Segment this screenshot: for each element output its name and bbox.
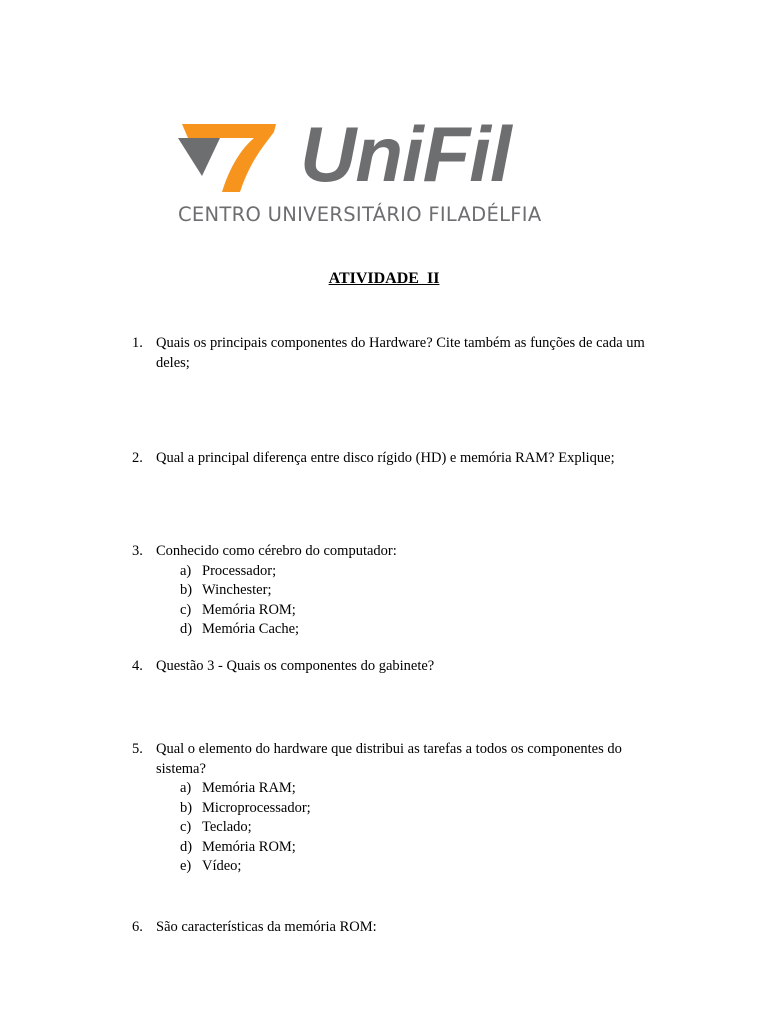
option-letter: a): [180, 562, 192, 579]
option-text: Winchester;: [202, 582, 272, 598]
question-number: 1.: [132, 335, 143, 351]
option-text: Memória RAM;: [202, 780, 296, 796]
option-text: Processador;: [202, 562, 277, 579]
option-e: [132, 857, 662, 877]
question-number: 2.: [132, 450, 143, 466]
options-list: [132, 562, 662, 640]
question-number: 4.: [132, 658, 143, 674]
question-text: Qual a principal diferença entre disco rígido (HD) e memória RAM? Explique;: [156, 450, 615, 466]
question-number: 3.: [132, 543, 143, 559]
question-5: [132, 740, 662, 877]
option-b: [132, 799, 662, 819]
option-d: [132, 838, 662, 858]
question-text: Qual o elemento do hardware que distribui as tarefas a todos os componentes do sistema?: [156, 741, 622, 777]
question-number: 5.: [132, 741, 143, 757]
option-text: Microprocessador;: [202, 799, 311, 816]
option-d: [132, 620, 662, 640]
option-a: [132, 562, 662, 582]
question-text: São características da memória ROM:: [156, 919, 377, 935]
question-text: Conhecido como cérebro do computador:: [156, 543, 397, 559]
option-text: Teclado;: [202, 819, 252, 835]
logo-subtitle: CENTRO UNIVERSITÁRIO FILADÉLFIA: [178, 203, 542, 226]
logo-wordmark: UniFil: [300, 110, 511, 198]
option-letter: a): [180, 780, 192, 796]
question-1: [132, 334, 662, 373]
option-letter: c): [180, 819, 192, 835]
question-number: 6.: [132, 919, 143, 935]
question-text: Quais os principais componentes do Hardware? Cite também as funções de cada um deles;: [156, 335, 645, 371]
option-b: [132, 581, 662, 601]
option-a: [132, 779, 662, 799]
options-list: [132, 779, 662, 877]
option-letter: d): [180, 838, 193, 855]
question-2: [132, 449, 662, 469]
option-text: Vídeo;: [202, 858, 242, 874]
question-6: [132, 918, 662, 938]
option-letter: c): [180, 601, 192, 618]
option-letter: e): [180, 858, 192, 874]
question-4: [132, 657, 662, 677]
option-text: Memória ROM;: [202, 838, 296, 855]
logo-emblem-icon: [178, 118, 288, 198]
question-text: Questão 3 - Quais os componentes do gabinete?: [156, 658, 435, 674]
option-c: [132, 818, 662, 838]
option-letter: d): [180, 621, 193, 637]
option-letter: b): [180, 799, 193, 816]
option-c: [132, 601, 662, 621]
question-3: [132, 542, 662, 640]
option-text: Memória Cache;: [202, 621, 300, 637]
option-letter: b): [180, 582, 193, 598]
option-text: Memória ROM;: [202, 601, 296, 618]
unifil-logo: [178, 110, 598, 230]
document-title: ATIVIDADE II: [328, 270, 440, 287]
